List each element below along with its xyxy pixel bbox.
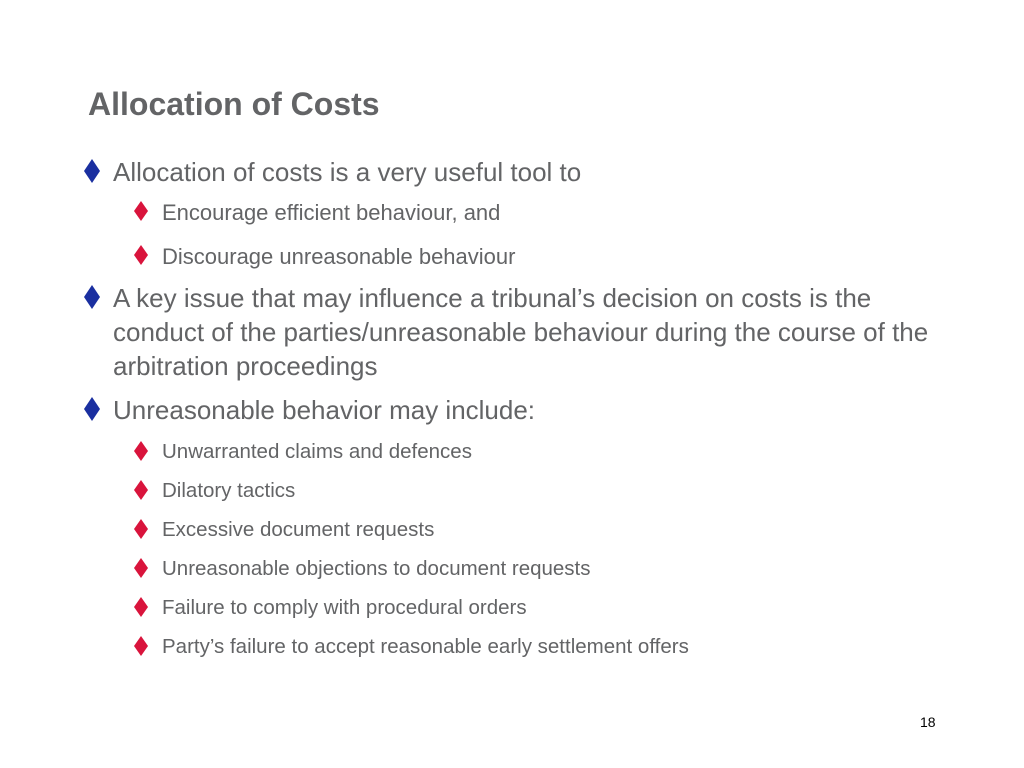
- sub-bullet-text: Failure to comply with procedural orders: [162, 596, 527, 619]
- sub-bullet-text: Dilatory tactics: [162, 479, 296, 502]
- page-number: 18: [920, 714, 936, 730]
- sub-bullet-item: [84, 517, 944, 543]
- sub-bullet-text: Unreasonable objections to document requests: [162, 557, 591, 580]
- sub-bullet-item: [84, 634, 944, 660]
- slide-title: Allocation of Costs: [88, 86, 380, 122]
- sub-bullet-text: Party’s failure to accept reasonable early settlement offers: [162, 635, 689, 658]
- sub-bullet-item: [84, 243, 944, 271]
- diamond-bullet-icon: [134, 636, 148, 656]
- diamond-bullet-icon: [134, 558, 148, 578]
- sub-bullet-item: [84, 595, 944, 621]
- bullet-text: Allocation of costs is a very useful tool to: [113, 157, 582, 187]
- diamond-bullet-icon: [134, 480, 148, 500]
- sub-bullet-text: Encourage efficient behaviour, and: [162, 200, 501, 225]
- diamond-bullet-icon: [84, 285, 100, 309]
- bullet-item: [84, 281, 944, 383]
- diamond-bullet-icon: [134, 201, 148, 221]
- diamond-bullet-icon: [134, 519, 148, 539]
- bullet-item: [84, 155, 944, 189]
- bullet-text: Unreasonable behavior may include:: [113, 395, 536, 425]
- sub-bullet-item: [84, 199, 944, 227]
- bullet-text: A key issue that may influence a tribunal’s decision on costs is the conduct of the parties/unreasonable behaviour during the course of the arbitration proceedings: [113, 283, 929, 381]
- diamond-bullet-icon: [84, 397, 100, 421]
- slide-content: [84, 155, 944, 660]
- sub-bullet-text: Excessive document requests: [162, 518, 435, 541]
- sub-bullet-item: [84, 439, 944, 465]
- sub-bullet-text: Discourage unreasonable behaviour: [162, 244, 516, 269]
- sub-bullet-item: [84, 556, 944, 582]
- sub-bullet-item: [84, 478, 944, 504]
- diamond-bullet-icon: [134, 441, 148, 461]
- bullet-item: [84, 393, 944, 427]
- diamond-bullet-icon: [134, 597, 148, 617]
- sub-bullet-text: Unwarranted claims and defences: [162, 440, 472, 463]
- diamond-bullet-icon: [134, 245, 148, 265]
- diamond-bullet-icon: [84, 159, 100, 183]
